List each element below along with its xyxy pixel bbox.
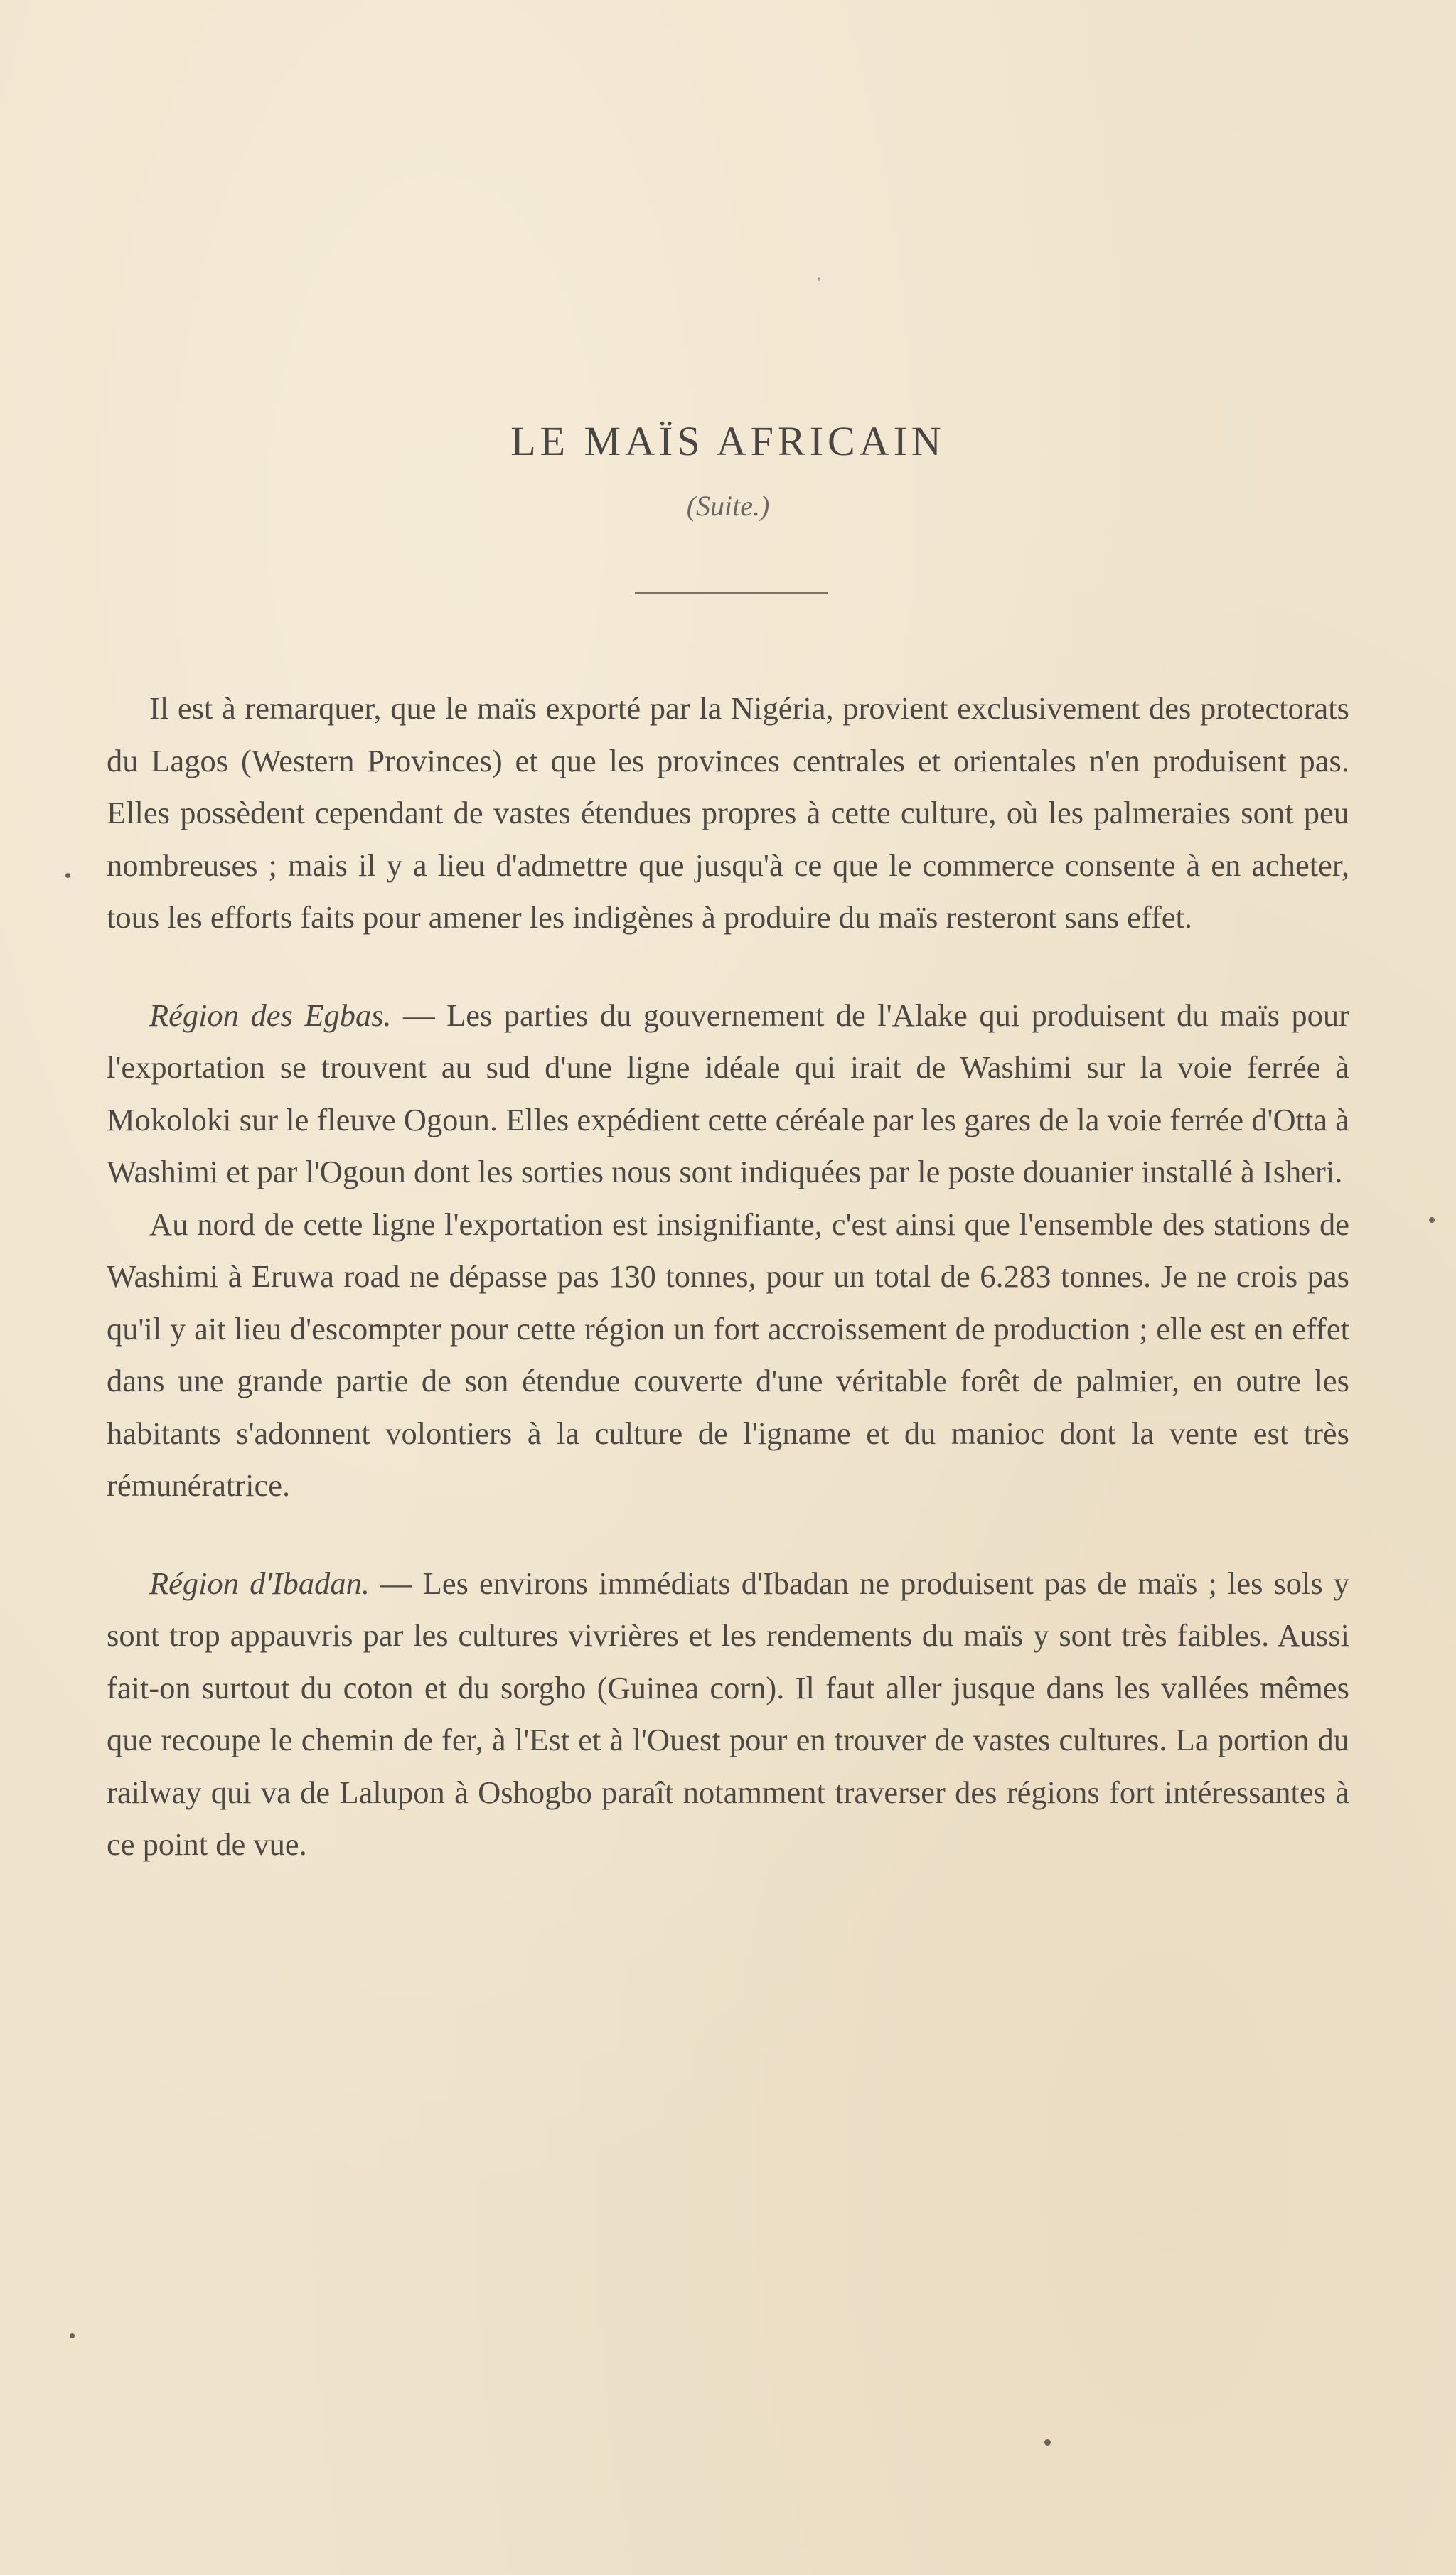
paragraph-intro	[107, 682, 1349, 944]
paper-speck	[65, 873, 70, 878]
paragraph-region-ibadan	[107, 1558, 1349, 1871]
section-heading-ibadan: Région d'Ibadan.	[149, 1565, 370, 1601]
paragraph-text: Il est à remarquer, que le maïs exporté par la Nigéria, provient exclusivement des protectorats du Lagos (Western Provinces) et que les provinces centrales et orientales n'en produisent pas. Elles possèdent cependant de vastes étendues propres à cette culture, où les palmeraies sont peu nombreuses ; mais il y a lieu d'admettre que jusqu'à ce que le commerce consente à en acheter, tous les efforts faits pour amener les indigènes à produire du maïs resteront sans effet.	[107, 690, 1349, 935]
paragraph-region-egbas	[107, 990, 1349, 1199]
paper-speck	[1044, 2439, 1051, 2446]
paragraph-text: Au nord de cette ligne l'exportation est insignifiante, c'est ainsi que l'ensemble des stations de Washimi à Eruwa road ne dépasse pas 130 tonnes, pour un total de 6.283 tonnes. Je ne crois pas qu'il y ait lieu d'escompter pour cette région un fort accroissement de production ; elle est en effet dans une grande partie de son étendue couverte d'une véritable forêt de palmier, en outre les habitants s'adonnent volontiers à la culture de l'igname et du manioc dont la vente est très rémunératrice.	[107, 1206, 1349, 1503]
paper-speck	[70, 2333, 75, 2338]
title-divider	[635, 592, 828, 594]
article-title: LE MAÏS AFRICAIN	[510, 417, 946, 464]
paragraph-text: — Les environs immédiats d'Ibadan ne produisent pas de maïs ; les sols y sont trop appauvris par les cultures vivrières et les rendements du maïs y sont très faibles. Aussi fait-on surtout du coton et du sorgho (Guinea corn). Il faut aller jusque dans les vallées mêmes que recoupe le chemin de fer, à l'Est et à l'Ouest pour en trouver de vastes cultures. La portion du railway qui va de Lalupon à Oshogbo paraît notamment traverser des régions fort intéressantes à ce point de vue.	[107, 1565, 1349, 1862]
paper-speck	[1429, 1217, 1435, 1223]
paragraph-north-export	[107, 1199, 1349, 1512]
paragraph-text: — Les parties du gouvernement de l'Alake qui produisent du maïs pour l'exportation se trouvent au sud d'une ligne idéale qui irait de Washimi sur la voie ferrée à Mokoloki sur le fleuve Ogoun. Elles expédient cette céréale par les gares de la voie ferrée d'Otta à Washimi et par l'Ogoun dont les sorties nous sont indiquées par le poste douanier installé à Isheri.	[107, 997, 1349, 1189]
section-heading-egbas: Région des Egbas.	[149, 997, 392, 1033]
article-body	[107, 682, 1349, 1871]
article-subtitle: (Suite.)	[686, 490, 770, 522]
paper-speck	[818, 277, 820, 281]
